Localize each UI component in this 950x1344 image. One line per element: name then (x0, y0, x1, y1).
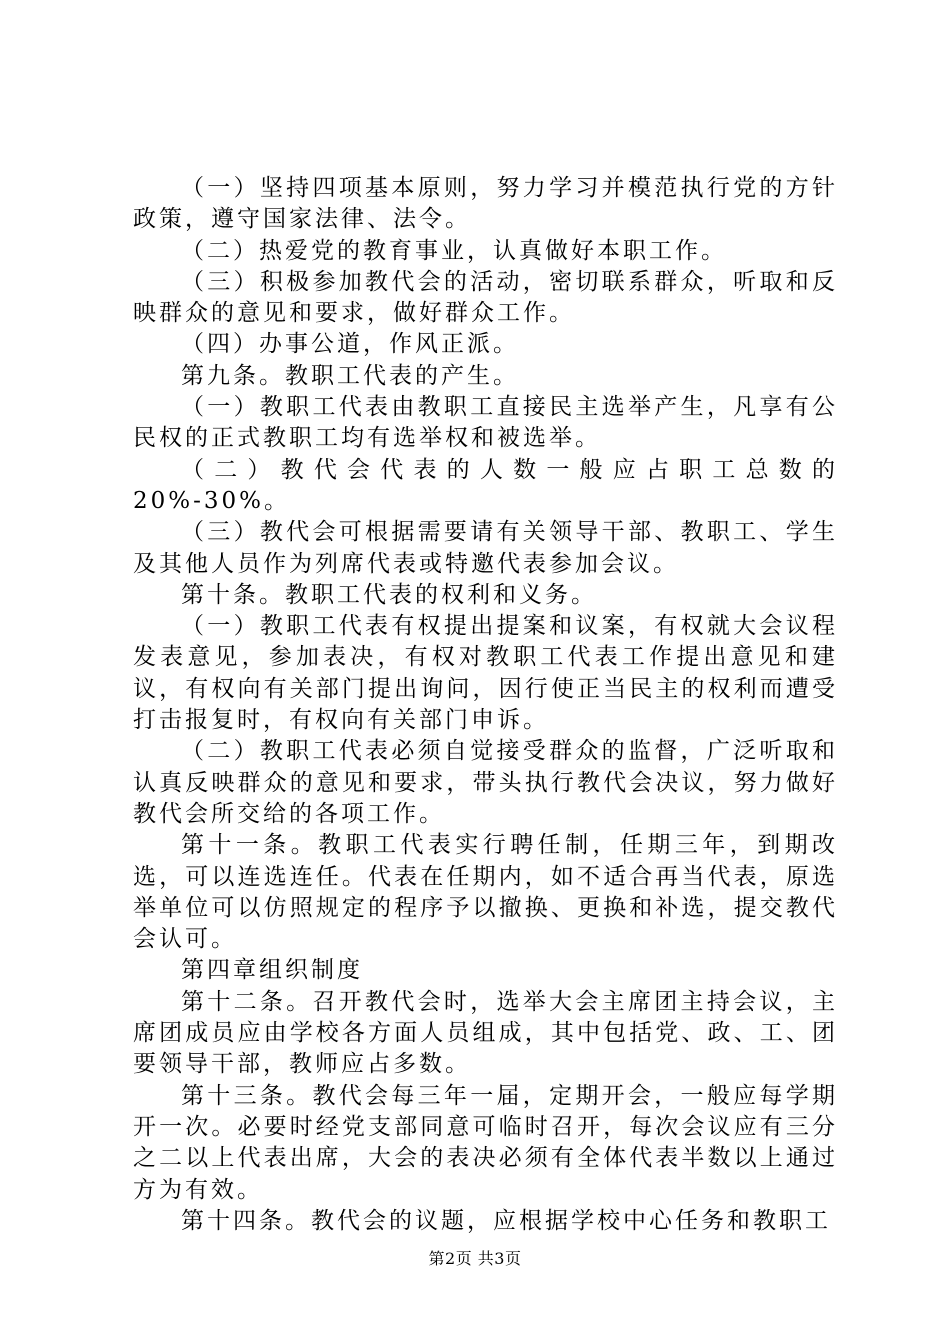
clause-paragraph: （三）积极参加教代会的活动，密切联系群众，听取和反映群众的意见和要求，做好群众工作。 (133, 268, 838, 327)
article-paragraph: 第十二条。召开教代会时，选举大会主席团主持会议，主席团成员应由学校各方面人员组成，其中包括党、政、工、团要领导干部，教师应占多数。 (133, 988, 838, 1078)
clause-paragraph: （一）教职工代表由教职工直接民主选举产生，凡享有公民权的正式教职工均有选举权和被选举。 (133, 394, 838, 452)
article-heading: 第十条。教职工代表的权利和义务。 (181, 581, 597, 608)
article-paragraph: 第十三条。教代会每三年一届，定期开会，一般应每学期开一次。必要时经党支部同意可临时召开，每次会议应有三分之二以上代表出席，大会的表决必须有全体代表半数以上通过方为有效。 (133, 1082, 838, 1203)
document-body (133, 173, 838, 1237)
clause-paragraph: （四）办事公道，作风正派。 (181, 331, 519, 358)
chapter-heading: 第四章组织制度 (181, 957, 363, 984)
article-paragraph: 第十四条。教代会的议题，应根据学校中心任务和教职工 (181, 1207, 831, 1234)
clause-paragraph: （一）教职工代表有权提出提案和议案，有权就大会议程发表意见，参加表决，有权对教职工代表工作提出意见和建议，有权向有关部门提出询问，因行使正当民主的权利而遭受打击报复时，有权向有关部门申诉。 (133, 613, 838, 734)
article-heading: 第九条。教职工代表的产生。 (181, 362, 519, 389)
article-paragraph: 第十一条。教职工代表实行聘任制，任期三年，到期改选，可以连选连任。代表在任期内，如不适合再当代表，原选举单位可以仿照规定的程序予以撤换、更换和补选，提交教代会认可。 (133, 832, 838, 953)
clause-paragraph: （三）教代会可根据需要请有关领导干部、教职工、学生及其他人员作为列席代表或特邀代表参加会议。 (133, 519, 838, 577)
clause-paragraph: （二）热爱党的教育事业，认真做好本职工作。 (181, 237, 727, 264)
clause-paragraph: （一）坚持四项基本原则，努力学习并模范执行党的方针政策，遵守国家法律、法令。 (133, 175, 838, 233)
clause-paragraph: （二）教代会代表的人数一般应占职工总数的20%-30%。 (133, 456, 838, 514)
clause-paragraph: （二）教职工代表必须自觉接受群众的监督，广泛听取和认真反映群众的意见和要求，带头执行教代会决议，努力做好教代会所交给的各项工作。 (133, 738, 838, 827)
page-number-footer: 第2页 共3页 (428, 1249, 522, 1268)
